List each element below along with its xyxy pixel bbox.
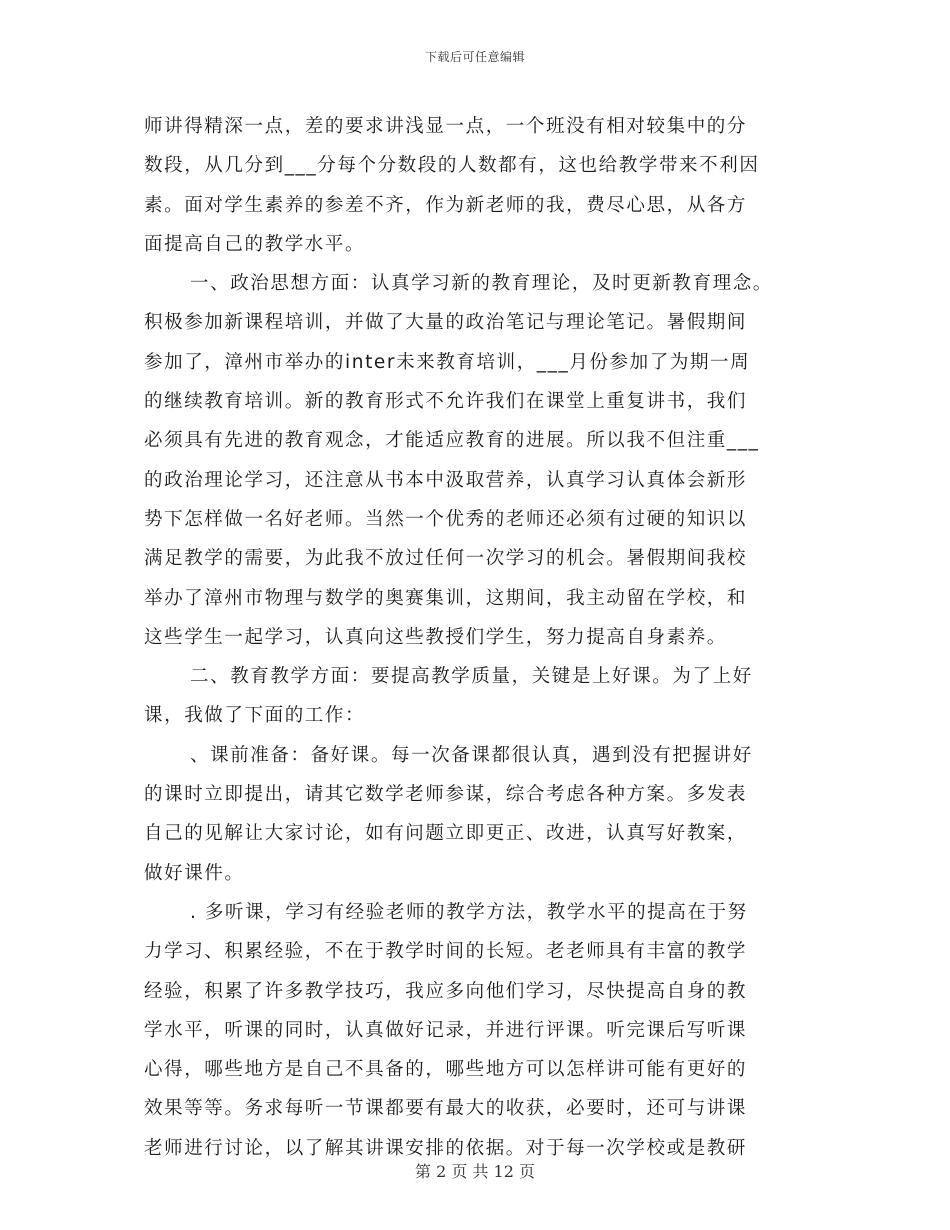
text-line: 这些学生一起学习，认真向这些教授们学生，努力提高自身素养。 (144, 626, 727, 648)
text-line: 积极参加新课程培训，并做了大量的政治笔记与理论笔记。暑假期间 (144, 312, 748, 334)
document-body (144, 107, 824, 1168)
text-line: 力学习、积累经验，不在于教学时间的长短。老老师具有丰富的教学 (144, 941, 748, 963)
text-line: 的课时立即提出，请其它数学老师参谋，综合考虑各种方案。多发表 (144, 784, 748, 806)
text-line: 自己的见解让大家讨论，如有问题立即更正、改进，认真写好教案， (144, 823, 748, 845)
text-line: . 多听课，学习有经验老师的教学方法，教学水平的提高在于努 (190, 901, 748, 923)
text-line: 效果等等。务求每听一节课都要有最大的收获，必要时，还可与讲课 (144, 1098, 748, 1120)
text-line: 一、政治思想方面：认真学习新的教育理论，及时更新教育理念。 (190, 273, 773, 295)
text-line: 做好课件。 (144, 862, 245, 884)
text-line: 满足教学的需要，为此我不放过任何一次学习的机会。暑假期间我校 (144, 548, 748, 570)
text-line: 、课前准备：备好课。每一次备课都很认真，遇到没有把握讲好 (190, 744, 753, 766)
text-line: 素。面对学生素养的参差不齐，作为新老师的我，费尽心思，从各方 (144, 194, 748, 216)
text-line: 面提高自己的教学水平。 (144, 233, 366, 255)
page-footer: 第 2 页 共 12 页 (415, 1162, 535, 1181)
text-line: 学水平，听课的同时，认真做好记录，并进行评课。听完课后写听课 (144, 1019, 748, 1041)
text-line: 二、教育教学方面：要提高教学质量，关键是上好课。为了上好 (190, 666, 753, 688)
text-line: 的继续教育培训。新的教育形式不允许我们在课堂上重复讲书，我们 (144, 391, 748, 413)
text-line: 势下怎样做一名好老师。当然一个优秀的老师还必须有过硬的知识以 (144, 508, 748, 530)
text-line: 老师进行讨论，以了解其讲课安排的依据。对于每一次学校或是教研 (144, 1137, 748, 1159)
page-header: 下载后可任意编辑 (424, 50, 525, 64)
text-line: 课，我做了下面的工作： (144, 705, 366, 727)
text-line: 心得，哪些地方是自己不具备的，哪些地方可以怎样讲可能有更好的 (144, 1059, 748, 1081)
text-line: 参加了，漳州市举办的inter未来教育培训，___月份参加了为期一周 (144, 351, 751, 373)
text-line: 经验，积累了许多教学技巧，我应多向他们学习，尽快提高自身的教 (144, 980, 748, 1002)
text-line: 必须具有先进的教育观念，才能适应教育的进展。所以我不但注重___ (144, 430, 760, 452)
text-line: 举办了漳州市物理与数学的奥赛集训，这期间，我主动留在学校，和 (144, 587, 748, 609)
text-line: 师讲得精深一点，差的要求讲浅显一点，一个班没有相对较集中的分 (144, 116, 748, 137)
text-line: 数段，从几分到___分每个分数段的人数都有，这也给教学带来不利因 (144, 155, 760, 177)
text-line: 的政治理论学习，还注意从书本中汲取营养，认真学习认真体会新形 (144, 469, 748, 491)
